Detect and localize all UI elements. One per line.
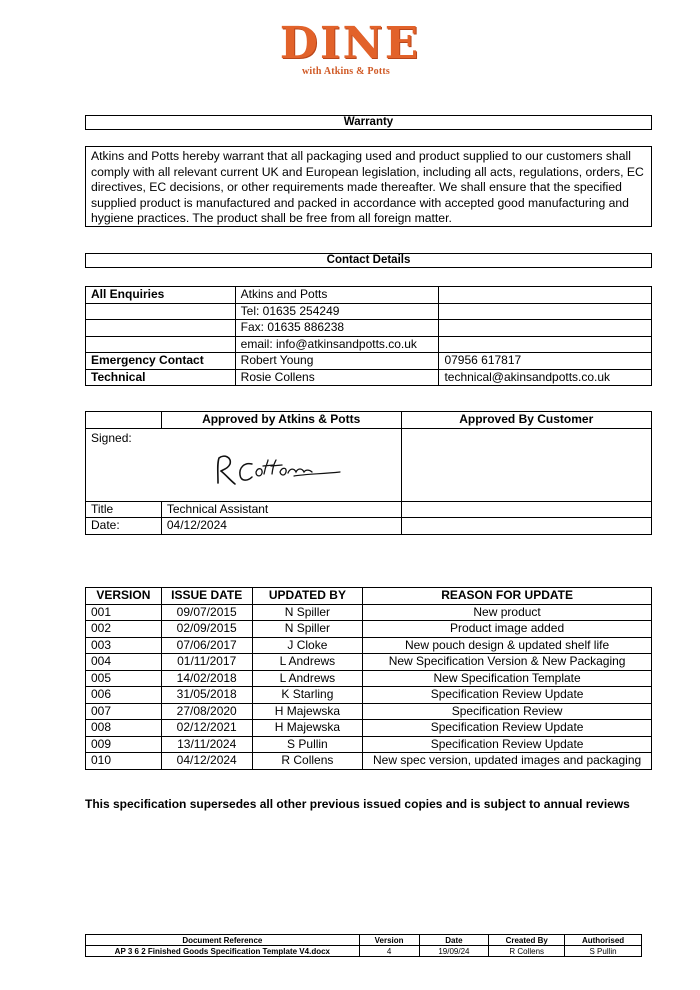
footer-header: Authorised	[565, 935, 642, 946]
table-row	[86, 621, 652, 638]
contact-extra	[439, 320, 652, 337]
updated-by: H Majewska	[252, 703, 363, 720]
reason-for-update: New Specification Template	[363, 670, 652, 687]
table-row	[86, 753, 652, 770]
issue-date: 09/07/2015	[161, 604, 252, 621]
issue-date: 14/02/2018	[161, 670, 252, 687]
version-number: 007	[86, 703, 162, 720]
reason-for-update: Specification Review Update	[363, 720, 652, 737]
updated-by: J Cloke	[252, 637, 363, 654]
updated-by: K Starling	[252, 687, 363, 704]
issue-date: 07/06/2017	[161, 637, 252, 654]
contact-extra: technical@akinsandpotts.co.uk	[439, 369, 652, 386]
signature-cell	[161, 428, 401, 501]
version-number: 005	[86, 670, 162, 687]
contact-value: Tel: 01635 254249	[235, 303, 439, 320]
updated-by: N Spiller	[252, 621, 363, 638]
approved-by-supplier-header: Approved by Atkins & Potts	[161, 412, 401, 429]
reason-for-update: New product	[363, 604, 652, 621]
reason-for-update: New spec version, updated images and packaging	[363, 753, 652, 770]
version-number: 001	[86, 604, 162, 621]
approved-by-customer-header: Approved By Customer	[401, 412, 651, 429]
version-number: 004	[86, 654, 162, 671]
contact-extra	[439, 287, 652, 304]
signed-label: Signed:	[86, 428, 162, 501]
footer-header: Document Reference	[86, 935, 360, 946]
issue-date: 13/11/2024	[161, 736, 252, 753]
table-row	[86, 670, 652, 687]
table-row	[86, 720, 652, 737]
contact-label: Technical	[86, 369, 236, 386]
table-row	[86, 703, 652, 720]
contact-title: Contact Details	[85, 253, 652, 268]
table-row	[86, 736, 652, 753]
contact-label	[86, 320, 236, 337]
contact-value: email: info@atkinsandpotts.co.uk	[235, 336, 439, 353]
title-value: Technical Assistant	[161, 501, 401, 518]
footer-value: AP 3 6 2 Finished Goods Specification Template V4.docx	[86, 946, 360, 957]
contact-extra	[439, 303, 652, 320]
reason-for-update: Specification Review Update	[363, 687, 652, 704]
version-number: 008	[86, 720, 162, 737]
footer-value: R Collens	[489, 946, 565, 957]
reason-for-update: New Specification Version & New Packaging	[363, 654, 652, 671]
version-number: 010	[86, 753, 162, 770]
version-column-header: VERSION	[86, 588, 162, 605]
contact-extra	[439, 336, 652, 353]
document-footer-table	[85, 934, 642, 957]
contact-extra: 07956 617817	[439, 353, 652, 370]
contact-label	[86, 303, 236, 320]
logo-tagline: with Atkins & Potts	[302, 66, 390, 77]
version-number: 009	[86, 736, 162, 753]
table-row	[86, 654, 652, 671]
contact-row	[86, 320, 652, 337]
contact-value: Robert Young	[235, 353, 439, 370]
updated-by: H Majewska	[252, 720, 363, 737]
contact-row	[86, 369, 652, 386]
issue-date: 02/12/2021	[161, 720, 252, 737]
footer-value: 19/09/24	[419, 946, 489, 957]
updated-by: N Spiller	[252, 604, 363, 621]
footer-header: Date	[419, 935, 489, 946]
footer-header: Created By	[489, 935, 565, 946]
issue-date: 04/12/2024	[161, 753, 252, 770]
table-row	[86, 637, 652, 654]
issue-date: 01/11/2017	[161, 654, 252, 671]
contact-value: Rosie Collens	[235, 369, 439, 386]
date-label: Date:	[86, 518, 162, 535]
contact-row	[86, 287, 652, 304]
footer-value: S Pullin	[565, 946, 642, 957]
contact-table	[85, 286, 652, 386]
version-number: 003	[86, 637, 162, 654]
logo-wordmark: DINE	[279, 18, 421, 69]
date-value: 04/12/2024	[161, 518, 401, 535]
title-label: Title	[86, 501, 162, 518]
version-number: 006	[86, 687, 162, 704]
supersede-note: This specification supersedes all other previous issued copies and is subject to annual reviews	[85, 797, 630, 811]
table-row	[86, 687, 652, 704]
dine-logo	[0, 18, 700, 77]
version-column-header: ISSUE DATE	[161, 588, 252, 605]
customer-signature-cell	[401, 428, 651, 501]
footer-header: Version	[359, 935, 419, 946]
reason-for-update: New pouch design & updated shelf life	[363, 637, 652, 654]
issue-date: 27/08/2020	[161, 703, 252, 720]
issue-date: 31/05/2018	[161, 687, 252, 704]
updated-by: S Pullin	[252, 736, 363, 753]
version-column-header: UPDATED BY	[252, 588, 363, 605]
reason-for-update: Product image added	[363, 621, 652, 638]
reason-for-update: Specification Review Update	[363, 736, 652, 753]
handwritten-signature-icon	[206, 450, 356, 490]
footer-value: 4	[359, 946, 419, 957]
warranty-title: Warranty	[85, 115, 652, 130]
version-history-table	[85, 587, 652, 770]
version-number: 002	[86, 621, 162, 638]
contact-label: Emergency Contact	[86, 353, 236, 370]
contact-label: All Enquiries	[86, 287, 236, 304]
updated-by: L Andrews	[252, 654, 363, 671]
contact-row	[86, 336, 652, 353]
updated-by: R Collens	[252, 753, 363, 770]
approval-table	[85, 411, 652, 535]
version-column-header: REASON FOR UPDATE	[363, 588, 652, 605]
updated-by: L Andrews	[252, 670, 363, 687]
contact-row	[86, 303, 652, 320]
contact-value: Atkins and Potts	[235, 287, 439, 304]
table-row	[86, 604, 652, 621]
reason-for-update: Specification Review	[363, 703, 652, 720]
contact-label	[86, 336, 236, 353]
contact-row	[86, 353, 652, 370]
contact-value: Fax: 01635 886238	[235, 320, 439, 337]
warranty-text: Atkins and Potts hereby warrant that all packaging used and product supplied to our customers shall comply with all relevant current UK and European legislation, including all acts, regulations, orders, EC directives, EC decisions, or other requirements made thereafter. We shall ensure that the specified supplied product is manufactured and packed in accordance with accepted good manufacturing and hygiene practices. The product shall be free from all foreign matter.	[85, 146, 652, 227]
issue-date: 02/09/2015	[161, 621, 252, 638]
